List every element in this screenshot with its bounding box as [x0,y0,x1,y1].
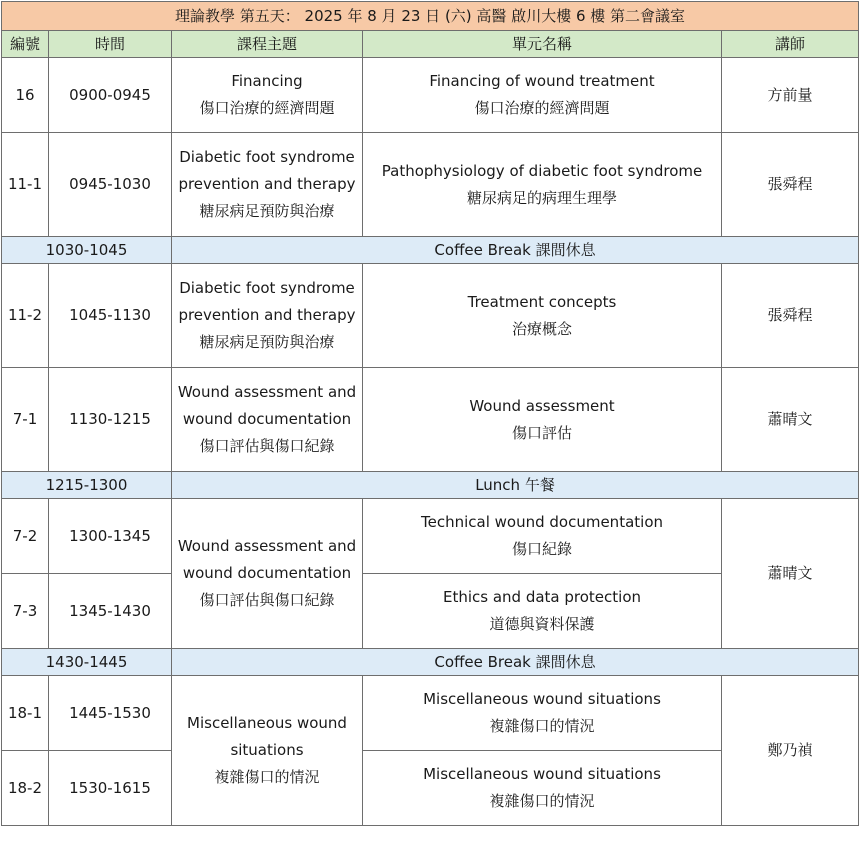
table-row [2,499,859,574]
session-id: 16 [2,58,49,133]
topic-line: 傷口治療的經濟問題 [199,99,335,117]
table-row [2,133,859,237]
unit-name [363,499,722,574]
course-topic [172,676,363,826]
session-id: 7-2 [2,499,49,574]
header-row [2,31,859,58]
topic-line: situations [230,741,304,759]
break-time: 1215-1300 [2,472,172,499]
break-label: Coffee Break 課間休息 [172,649,859,676]
header-topic: 課程主題 [172,31,363,58]
session-time: 1045-1130 [49,264,172,368]
course-topic [172,264,363,368]
unit-line: 治療概念 [511,319,572,338]
unit-line: 道德與資料保護 [489,615,595,633]
topic-line: 糖尿病足預防與治療 [199,202,335,220]
break-time: 1030-1045 [2,237,172,264]
unit-name [363,676,722,751]
unit-name [363,58,722,133]
break-row [2,649,859,676]
title-row [2,2,859,31]
topic-line: Wound assessment and [177,383,357,401]
lecturer: 蕭晴文 [722,499,859,649]
header-unit: 單元名稱 [363,31,722,58]
course-topic [172,58,363,133]
break-label: Lunch 午餐 [172,472,859,499]
header-id: 編號 [2,31,49,58]
unit-line: 複雜傷口的情況 [489,792,595,810]
unit-line: 複雜傷口的情況 [489,717,595,735]
schedule-table [1,1,859,826]
topic-line: 傷口評估與傷口紀錄 [199,437,335,455]
unit-line: Pathophysiology of diabetic foot syndrome [381,161,703,180]
break-time: 1430-1445 [2,649,172,676]
topic-line: prevention and therapy [178,306,356,324]
unit-line: Treatment concepts [467,292,617,311]
break-label: Coffee Break 課間休息 [172,237,859,264]
session-time: 0900-0945 [49,58,172,133]
table-row [2,368,859,472]
topic-line: 糖尿病足預防與治療 [199,333,335,351]
session-id: 18-1 [2,676,49,751]
course-topic [172,368,363,472]
session-time: 1130-1215 [49,368,172,472]
unit-line: 傷口評估 [511,423,572,442]
lecturer: 蕭晴文 [722,368,859,472]
session-id: 7-3 [2,574,49,649]
unit-line: 傷口紀錄 [511,540,572,558]
topic-line: wound documentation [182,410,352,428]
session-time: 0945-1030 [49,133,172,237]
lecturer: 張舜程 [722,133,859,237]
lecturer: 方前量 [722,58,859,133]
topic-line: Wound assessment and [177,537,357,555]
unit-name [363,264,722,368]
unit-line: 糖尿病足的病理生理學 [466,188,617,207]
unit-name [363,133,722,237]
lecturer: 張舜程 [722,264,859,368]
topic-line: prevention and therapy [178,175,356,193]
table-row [2,58,859,133]
unit-line: 傷口治療的經濟問題 [474,99,610,117]
session-time: 1445-1530 [49,676,172,751]
table-row [2,676,859,751]
topic-line: 傷口評估與傷口紀錄 [199,591,335,609]
schedule-title: 理論教學 第五天： 2025 年 8 月 23 日 (六) 高醫 啟川大樓 6 樓 第二會議室 [2,2,859,31]
session-id: 7-1 [2,368,49,472]
topic-line: Diabetic foot syndrome [179,148,355,166]
break-row [2,237,859,264]
header-lecturer: 講師 [722,31,859,58]
session-id: 18-2 [2,751,49,826]
session-id: 11-1 [2,133,49,237]
unit-name [363,368,722,472]
topic-line: Miscellaneous wound [187,714,347,732]
topic-line: wound documentation [182,564,352,582]
break-row [2,472,859,499]
header-time: 時間 [49,31,172,58]
unit-name [363,751,722,826]
unit-line: Miscellaneous wound situations [423,690,661,708]
topic-line: Financing [231,72,303,90]
topic-line: 複雜傷口的情況 [214,768,320,786]
unit-line: Technical wound documentation [421,513,663,531]
course-topic [172,133,363,237]
table-row [2,264,859,368]
session-time: 1300-1345 [49,499,172,574]
unit-line: Miscellaneous wound situations [423,765,661,783]
topic-line: Diabetic foot syndrome [179,279,355,297]
unit-line: Wound assessment [469,396,615,415]
unit-line: Ethics and data protection [442,588,642,606]
session-time: 1345-1430 [49,574,172,649]
unit-line: Financing of wound treatment [429,72,655,90]
unit-name [363,574,722,649]
session-time: 1530-1615 [49,751,172,826]
lecturer: 鄭乃禎 [722,676,859,826]
course-topic [172,499,363,649]
session-id: 11-2 [2,264,49,368]
